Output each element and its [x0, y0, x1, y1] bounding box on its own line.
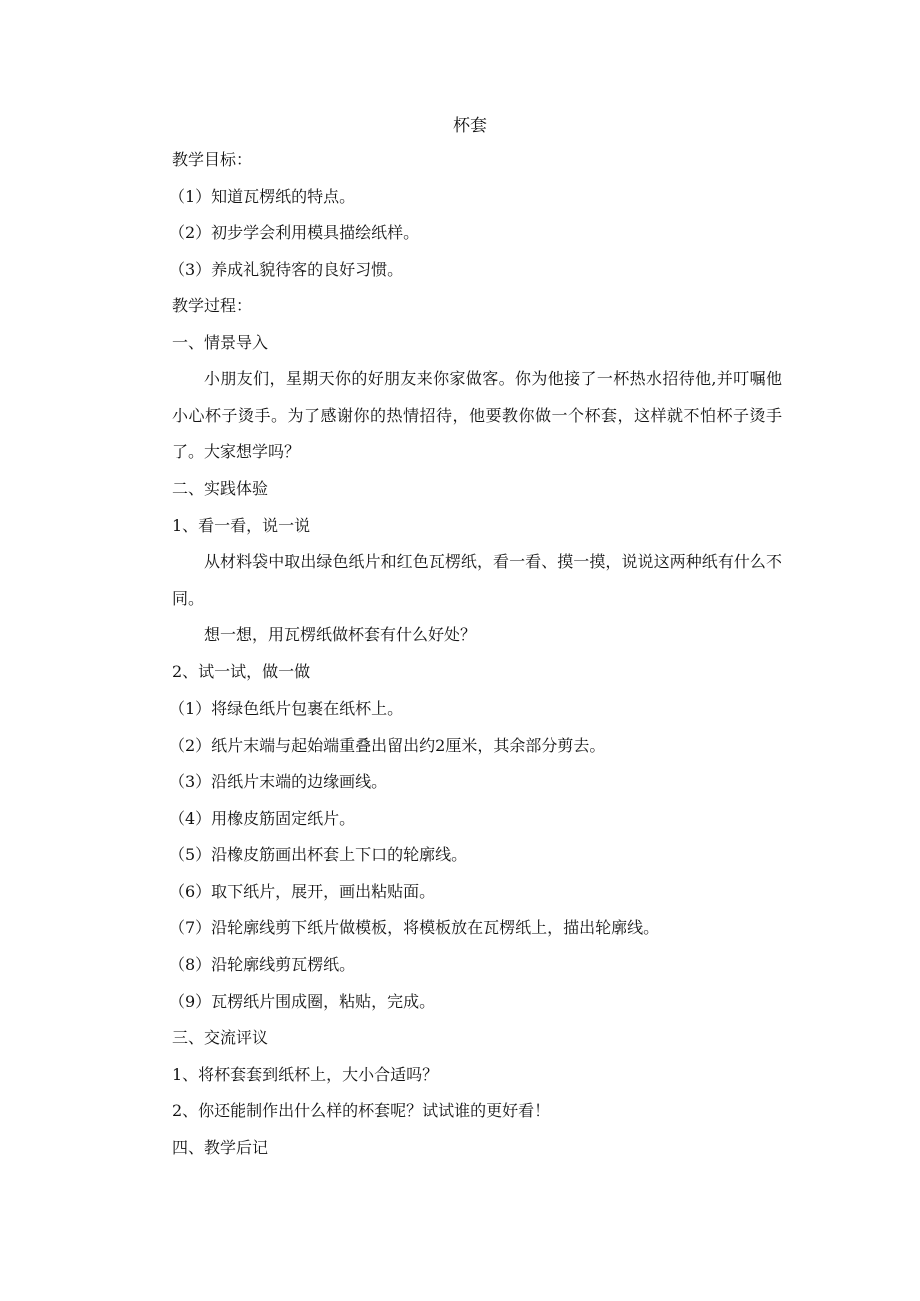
list-item: （4）用橡皮筋固定纸片。 [169, 808, 356, 828]
list-item: （6）取下纸片，展开，画出粘贴面。 [169, 881, 436, 901]
section-heading: 一、情景导入 [172, 332, 269, 352]
paragraph: 从材料袋中取出绿色纸片和红色瓦楞纸，看一看、摸一摸，说说这两种纸有什么不同。 [172, 552, 782, 608]
section-heading: 教学过程： [172, 296, 253, 316]
section-heading: 四、教学后记 [172, 1138, 269, 1158]
section-heading: 三、交流评议 [172, 1028, 269, 1048]
list-item: （2）纸片末端与起始端重叠出留出约2厘米，其余部分剪去。 [169, 735, 606, 755]
paragraph: 小朋友们，星期天你的好朋友来你家做客。你为他接了一杯热水招待他,并叮嘱他小心杯子烫手。为了感谢你的热情招待，他要教你做一个杯套，这样就不怕杯子烫手了。大家想学吗？ [172, 369, 782, 462]
list-item: （3）养成礼貌待客的良好习惯。 [169, 259, 404, 279]
list-item: （3）沿纸片末端的边缘画线。 [169, 772, 388, 792]
document-body [169, 148, 782, 1173]
list-item: （1）知道瓦楞纸的特点。 [169, 186, 356, 206]
list-item: （8）沿轮廓线剪瓦楞纸。 [169, 955, 356, 975]
section-heading: 1、看一看，说一说 [172, 515, 311, 535]
section-heading: 2、你还能制作出什么样的杯套呢？试试谁的更好看！ [172, 1101, 551, 1121]
section-heading: 教学目标： [172, 150, 253, 169]
list-item: （1）将绿色纸片包裹在纸杯上。 [169, 698, 404, 718]
list-item: （2）初步学会利用模具描绘纸样。 [169, 223, 420, 243]
list-item: （9）瓦楞纸片围成圈，粘贴，完成。 [169, 991, 436, 1011]
section-heading: 二、实践体验 [172, 479, 269, 499]
list-item: （5）沿橡皮筋画出杯套上下口的轮廓线。 [169, 845, 468, 865]
paragraph: 想一想，用瓦楞纸做杯套有什么好处？ [204, 625, 477, 645]
section-heading: 1、将杯套套到纸杯上，大小合适吗？ [172, 1064, 439, 1084]
list-item: （7）沿轮廓线剪下纸片做模板，将模板放在瓦楞纸上，描出轮廓线。 [169, 918, 660, 938]
section-heading: 2、试一试，做一做 [172, 662, 311, 682]
document-title: 杯套 [453, 116, 487, 136]
